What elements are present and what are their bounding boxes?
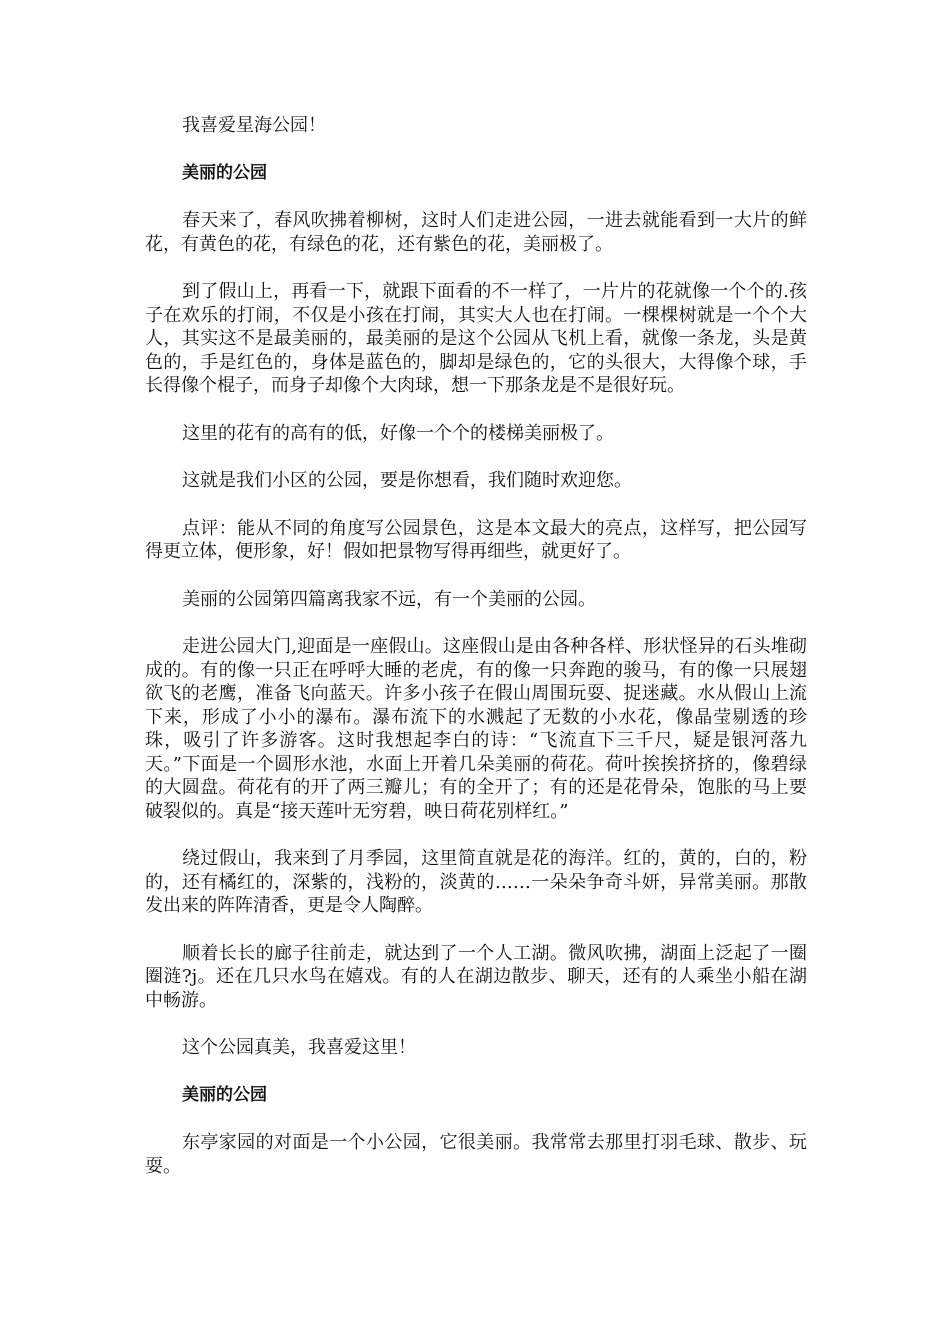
body-paragraph: 这就是我们小区的公园，要是你想看，我们随时欢迎您。 xyxy=(182,470,632,491)
body-paragraph: 美丽的公园第四篇离我家不远，有一个美丽的公园。 xyxy=(182,588,596,610)
body-paragraph: 这个公园真美，我喜爱这里！ xyxy=(182,1037,416,1058)
body-paragraph: 春天来了，春风吹拂着柳树，这时人们走进公园，一进去就能看到一大片的鲜花，有黄色的花，有绿色的花，还有紫色的花，美丽极了。 xyxy=(145,210,807,255)
body-paragraph: 东亭家园的对面是一个小公园，它很美丽。我常常去那里打羽毛球、散步、玩耍。 xyxy=(145,1132,807,1177)
comment-paragraph: 点评：能从不同的角度写公园景色，这是本文最大的亮点，这样写，把公园写得更立体，便形象，好！假如把景物写得再细些，就更好了。 xyxy=(145,517,807,562)
body-paragraph: 顺着长长的廊子往前走，就达到了一个人工湖。微风吹拂，湖面上泛起了一圈圈涟?j。还在几只水鸟在嬉戏。有的人在湖边散步、聊天，还有的人乘坐小船在湖中畅游。 xyxy=(145,942,807,1011)
body-paragraph: 走进公园大门,迎面是一座假山。这座假山是由各种各样、形状怪异的石头堆砌成的。有的像一只正在呼呼大睡的老虎，有的像一只奔跑的骏马，有的像一只展翅欲飞的老鹰，准备飞向蓝天。许多小孩子在假山周围玩耍、捉迷藏。水从假山上流下来，形成了小小的瀑布。瀑布流下的水溅起了无数的小水花，像晶莹剔透的珍珠，吸引了许多游客。这时我想起李白的诗：“飞流直下三千尺，疑是银河落九天。”下面是一个圆形水池，水面上开着几朵美丽的荷花。荷叶挨挨挤挤的，像碧绿的大圆盘。荷花有的开了两三瓣儿；有的全开了；有的还是花骨朵，饱胀的马上要破裂似的。真是“接天莲叶无穷碧，映日荷花别样红。” xyxy=(145,636,807,822)
document-body xyxy=(145,114,807,1202)
section-heading: 美丽的公园 xyxy=(182,162,267,183)
body-paragraph: 到了假山上，再看一下，就跟下面看的不一样了，一片片的花就像一个个的.孩子在欢乐的打闹，不仅是小孩在打闹，其实大人也在打闹。一棵棵树就是一个个大人，其实这不是最美丽的，最美丽的是这个公园从飞机上看，就像一条龙，头是黄色的，手是红色的，身体是蓝色的，脚却是绿色的，它的头很大，大得像个球，手长得像个棍子，而身子却像个大肉球，想一下那条龙是不是很好玩。 xyxy=(145,281,807,396)
intro-paragraph: 我喜爱星海公园！ xyxy=(182,115,326,136)
section-heading: 美丽的公园 xyxy=(182,1084,267,1105)
body-paragraph: 绕过假山，我来到了月季园，这里简直就是花的海洋。红的，黄的，白的，粉的，还有橘红的，深紫的，浅粉的，淡黄的……一朵朵争奇斗妍，异常美丽。那散发出来的阵阵清香，更是令人陶醉。 xyxy=(145,848,807,916)
body-paragraph: 这里的花有的高有的低，好像一个个的楼梯美丽极了。 xyxy=(182,422,614,444)
